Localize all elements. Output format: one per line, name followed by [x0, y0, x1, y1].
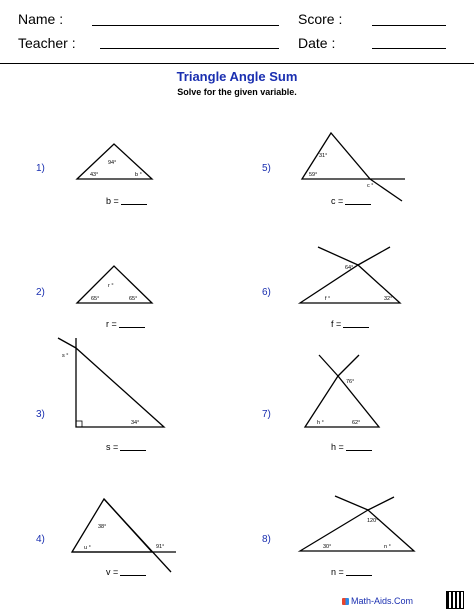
- page-title: Triangle Angle Sum: [176, 69, 298, 84]
- extension-line: [319, 355, 338, 376]
- score-label: Score :: [298, 11, 343, 27]
- angle-label: 31°: [319, 153, 328, 159]
- problem-number: 7): [262, 409, 271, 420]
- problem-number: 1): [36, 163, 45, 174]
- name-label: Name :: [18, 11, 64, 27]
- site-logo[interactable]: Math-Aids.Com: [342, 596, 413, 606]
- qr-code-icon: [446, 591, 464, 609]
- extension-line: [58, 338, 76, 348]
- angle-label: 94°: [108, 160, 117, 166]
- answer-field[interactable]: b =: [106, 196, 147, 206]
- angle-label: 64°: [345, 265, 354, 271]
- extension-line: [358, 247, 390, 265]
- extension-line: [370, 179, 402, 201]
- answer-field[interactable]: n =: [331, 567, 372, 577]
- angle-label: 62°: [352, 420, 361, 426]
- teacher-label: Teacher :: [18, 35, 76, 51]
- angle-label: 34°: [131, 420, 140, 426]
- extension-line: [338, 355, 359, 376]
- angle-label: b °: [135, 172, 142, 178]
- angle-label: 38°: [98, 524, 107, 530]
- problem-number: 8): [262, 534, 271, 545]
- angle-label: 32°: [384, 296, 393, 302]
- extension-line: [318, 247, 358, 265]
- triangle-3: [76, 348, 164, 427]
- right-angle-mark: [76, 421, 82, 427]
- triangle-8: [300, 510, 414, 551]
- angle-label: 59°: [309, 172, 318, 178]
- problem-number: 6): [262, 287, 271, 298]
- angle-label: 120°: [367, 518, 379, 524]
- angle-label: f °: [325, 296, 331, 302]
- date-label: Date :: [298, 35, 336, 51]
- problem-number: 2): [36, 287, 45, 298]
- answer-field[interactable]: v =: [106, 567, 146, 577]
- angle-label: r °: [108, 283, 114, 289]
- logo-icon: [342, 598, 349, 605]
- answer-field[interactable]: r =: [106, 319, 145, 329]
- angle-label: 65°: [91, 296, 100, 302]
- angle-label: s °: [62, 353, 69, 359]
- triangle-2: [77, 266, 152, 303]
- angle-label: 65°: [129, 296, 138, 302]
- angle-label: n °: [384, 544, 391, 550]
- problem-number: 4): [36, 534, 45, 545]
- angle-label: c °: [367, 183, 374, 189]
- page-subtitle: Solve for the given variable.: [177, 87, 297, 97]
- angle-label: 43°: [90, 172, 99, 178]
- extension-line: [335, 496, 368, 510]
- angle-label: 76°: [346, 379, 355, 385]
- angle-label: h °: [317, 420, 324, 426]
- angle-label: u °: [84, 545, 91, 551]
- extension-line: [104, 499, 171, 572]
- problem-number: 5): [262, 163, 271, 174]
- answer-field[interactable]: s =: [106, 442, 146, 452]
- angle-label: 91°: [156, 544, 165, 550]
- problem-number: 3): [36, 409, 45, 420]
- angle-label: 30°: [323, 544, 332, 550]
- answer-field[interactable]: f =: [331, 319, 369, 329]
- extension-line: [368, 497, 394, 510]
- answer-field[interactable]: h =: [331, 442, 372, 452]
- answer-field[interactable]: c =: [331, 196, 371, 206]
